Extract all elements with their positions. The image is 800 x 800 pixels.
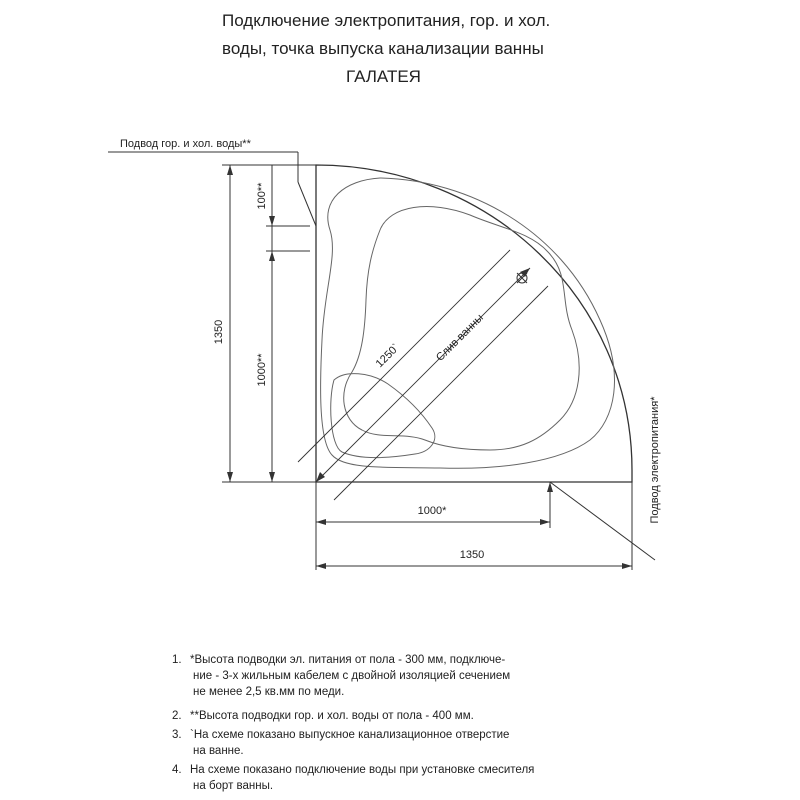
note-line: на ванне. xyxy=(193,745,244,757)
dim-bottom-1000-label: 1000* xyxy=(417,505,447,517)
title-line-2: воды, точка выпуска канализации ванны xyxy=(222,39,544,58)
note-number: 2. xyxy=(172,710,182,722)
note-item xyxy=(172,652,772,700)
dim-left-1000-label: 1000** xyxy=(256,353,268,387)
note-line: На схеме показано подключение воды при установке смесителя xyxy=(190,764,535,776)
title-line-3: ГАЛАТЕЯ xyxy=(346,67,421,86)
notes-list xyxy=(172,652,772,794)
dim-left-total-label: 1350 xyxy=(213,319,225,345)
note-line: ние - 3-х жильным кабелем с двойной изоляцией сечением xyxy=(193,670,511,682)
note-line: *Высота подводки эл. питания от пола - 300 мм, подключе- xyxy=(190,654,506,666)
note-item xyxy=(172,762,772,794)
note-line: на борт ванны. xyxy=(193,780,274,792)
note-number: 3. xyxy=(172,729,182,741)
note-number: 4. xyxy=(172,764,182,776)
water-supply-label: Подвод гор. и хол. воды** xyxy=(120,138,251,150)
power-supply-label: Подвод электропитания* xyxy=(649,396,661,524)
note-item xyxy=(172,708,772,724)
note-line: `На схеме показано выпускное канализационное отверстие xyxy=(190,729,510,741)
dim-left-100-label: 100** xyxy=(256,182,268,210)
note-line: не менее 2,5 кв.мм по меди. xyxy=(193,686,345,698)
dim-bottom-total-label: 1350 xyxy=(459,549,485,561)
title-line-1: Подключение электропитания, гор. и хол. xyxy=(222,11,551,30)
note-number: 1. xyxy=(172,654,182,666)
drain-label: Слив ванны xyxy=(433,311,486,364)
note-item xyxy=(172,727,772,759)
note-line: **Высота подводки гор. и хол. воды от пола - 400 мм. xyxy=(190,710,474,722)
dim-diagonal-label: 1250` xyxy=(373,341,403,371)
